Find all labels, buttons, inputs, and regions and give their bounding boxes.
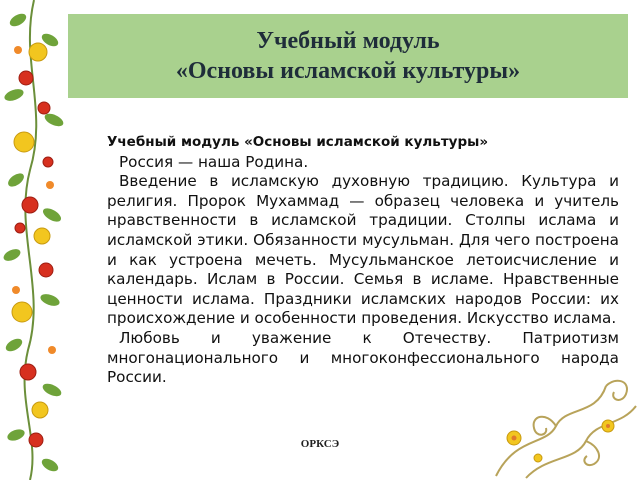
content-paragraph-3: Любовь и уважение к Отечеству. Патриотизм многонационального и многоконфессионального народа России. [107, 328, 619, 387]
content-paragraph-1: Россия — наша Родина. [119, 152, 309, 171]
content-block [107, 133, 619, 388]
slide-title-line-1: Учебный модуль [256, 28, 440, 54]
footer-label: ОРКСЭ [300, 438, 340, 450]
slide-title-line-2: «Основы исламской культуры» [175, 58, 521, 84]
content-heading: Учебный модуль «Основы исламской культуры» [107, 134, 489, 150]
title-banner [68, 14, 628, 98]
content-paragraph-2: Введение в исламскую духовную традицию. Культура и религия. Пророк Мухаммад — образец человека и учитель нравственности в исламской традиции. Столпы ислама и исламской этики. Обязанности мусульман. Для чего построена и как устроена мечеть. Мусульманское летоисчисление и календарь. Ислам в России. Семья в исламе. Нравственные ценности ислама. Праздники исламских народов России: их происхождение и особенности проведения. Искусство ислама. [107, 172, 619, 328]
floral-border-decoration [0, 0, 68, 480]
corner-ornament-decoration [486, 366, 640, 480]
